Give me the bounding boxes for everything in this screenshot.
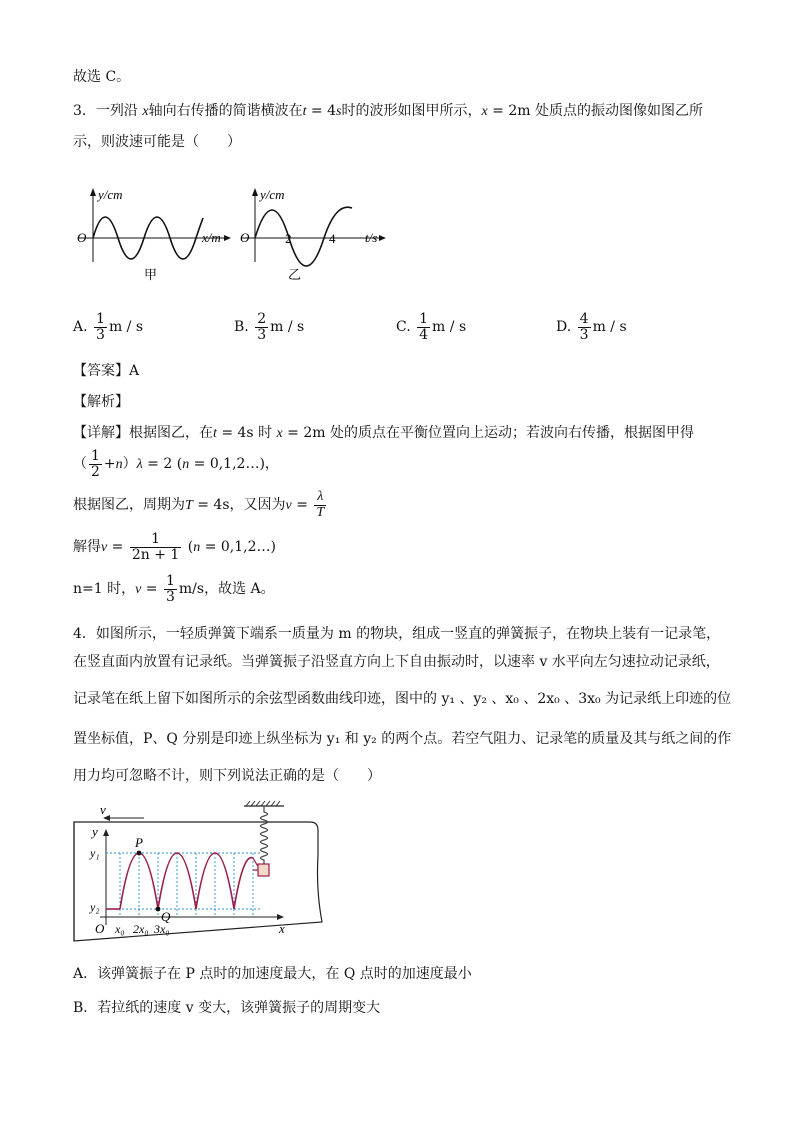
option-letter: C. (396, 319, 411, 336)
final-var: v (135, 582, 142, 598)
solve-text: = 0,1,2…) (200, 539, 276, 556)
option-unit: m / s (432, 319, 467, 336)
q3-text: = 4 (306, 103, 337, 119)
fig-a-ylabel: y/cm (98, 187, 123, 202)
option-fraction: $\frac{4}{3}$ (579, 311, 589, 343)
q3-text: = 2m 处质点的振动图像如图乙所 (487, 103, 703, 119)
fig-b-tick-4: 4 (329, 231, 336, 246)
fig-a-origin: O (77, 230, 87, 245)
eq-var: λ (136, 457, 143, 473)
fig-b-ylabel: y/cm (260, 187, 285, 202)
period-var: T (185, 498, 193, 514)
answer-tag: 【答案】 (73, 363, 129, 379)
fig-b-origin: O (240, 230, 250, 245)
eq-var: n (115, 457, 123, 473)
option-letter: A. (73, 319, 88, 336)
fig-x0-label: x₀ (115, 922, 125, 936)
eq-fraction: $\frac{1}{2}$ (91, 448, 100, 480)
q4-stem-line4: 置坐标值，P、Q 分别是印迹上纵坐标为 y₁ 和 y₂ 的两个点。若空气阻力、记录笔的质量及其与纸之间的作 (73, 731, 732, 747)
detail-text: = 2m 处的质点在平衡位置向上运动；若波向右传播，根据图甲得 (282, 425, 694, 441)
fig-p-label: P (135, 835, 143, 850)
q3-option-d (556, 312, 627, 342)
wave-figure-a (74, 186, 234, 286)
period-text: = (291, 497, 313, 514)
solve-text: ( (183, 539, 194, 556)
solve-text: 解得 (73, 539, 101, 556)
q3-option-b (234, 312, 304, 342)
option-fraction: $\frac{2}{3}$ (257, 311, 267, 343)
fig-2x0-label: 2x₀ (133, 922, 149, 936)
detail-line (73, 422, 694, 442)
q3-text: 轴向右传播的简谐横波在 (148, 103, 303, 119)
eq-var: n (182, 457, 190, 473)
spring-oscillator-figure (72, 800, 367, 945)
eq-text: = 0,1,2…)， (189, 456, 279, 473)
final-line (73, 574, 275, 604)
q3-option-a (73, 312, 143, 342)
q3-stem-line1 (73, 100, 703, 120)
fig-b-xlabel: t/s (365, 230, 378, 245)
period-text: = 4s，又因为 (192, 497, 286, 514)
option-unit: m / s (108, 319, 144, 336)
analysis-tag: 【解析】 (73, 394, 129, 410)
solve-var: v (101, 540, 108, 556)
fig-v-label: v (100, 802, 106, 817)
q3-stem-line2: 示，则波速可能是（ ） (73, 134, 241, 150)
solve-line (73, 532, 276, 562)
final-text: = (141, 581, 162, 598)
period-var: v (285, 498, 292, 514)
q4-stem-line1: 4．如图所示，一轻质弹簧下端系一质量为 m 的物块，组成一竖直的弹簧振子，在物块上装有一记录笔， (73, 626, 721, 642)
q4-option-b: B．若拉纸的速度 v 变大，该弹簧振子的周期变大 (73, 1000, 381, 1016)
q3-text: 3．一列沿 (73, 103, 143, 119)
option-unit: m / s (270, 319, 305, 336)
detail-var-x: x (276, 426, 283, 441)
solve-fraction: $\frac{1}{2n + 1}$ (131, 531, 180, 563)
fig-origin-label: O (95, 921, 105, 936)
equation-1 (73, 449, 279, 479)
eq-text: = 2 ( (142, 456, 183, 473)
fig-b-tick-2: 2 (285, 231, 292, 246)
fig-3x0-label: 3x₀ (154, 922, 170, 936)
prev-conclusion: 故选 C。 (73, 69, 131, 85)
option-letter: D. (556, 319, 572, 336)
fig-q-label: Q (161, 909, 171, 924)
q3-var: t (302, 104, 307, 119)
q3-var: s (336, 104, 342, 119)
q4-stem-line5: 用力均可忽略不计，则下列说法正确的是（ ） (73, 768, 381, 784)
final-text: n=1 时， (73, 581, 136, 598)
period-fraction: $\frac{\lambda}{T}$ (316, 489, 325, 520)
detail-tag: 【详解】 (73, 425, 129, 441)
period-line (73, 490, 328, 520)
q4-option-a: A．该弹簧振子在 P 点时的加速度最大，在 Q 点时的加速度最小 (73, 966, 472, 982)
eq-text: （ (73, 456, 87, 473)
wave-figure-b (238, 186, 388, 286)
detail-var-t: t (213, 426, 217, 441)
q3-text: 时的波形如图甲所示， (341, 103, 482, 119)
fig-b-caption: 乙 (288, 267, 302, 282)
detail-text: = 4s 时 (216, 425, 277, 441)
eq-text: ） (122, 456, 137, 473)
q4-stem-line2: 在竖直面内放置有记录纸。当弹簧振子沿竖直方向上下自由振动时，以速率 v 水平向左匀速拉动记录纸， (73, 654, 720, 670)
q3-var: x (142, 104, 149, 119)
period-text: 根据图乙，周期为 (73, 497, 185, 514)
final-fraction: $\frac{1}{3}$ (165, 573, 175, 605)
option-fraction: $\frac{1}{3}$ (96, 311, 105, 343)
solve-text: = (107, 539, 128, 556)
fig-a-xlabel: x/m (202, 230, 221, 245)
q3-var: x (481, 104, 488, 119)
fig-a-caption: 甲 (144, 267, 158, 282)
answer-line (73, 360, 139, 380)
answer-value: A (129, 363, 140, 379)
detail-text: 根据图乙，在 (129, 425, 213, 441)
option-unit: m / s (592, 319, 627, 336)
option-fraction: $\frac{1}{4}$ (419, 311, 429, 343)
fig-x-label: x (279, 921, 285, 936)
q3-option-c (396, 312, 466, 342)
fig-y1-label: y₁ (90, 846, 100, 860)
eq-text: + (103, 456, 116, 473)
fig-y2-label: y₂ (90, 900, 100, 914)
solve-var: n (193, 540, 201, 556)
final-text: m/s，故选 A。 (178, 581, 275, 598)
q4-stem-line3: 记录笔在纸上留下如图所示的余弦型函数曲线印迹，图中的 y₁ 、y₂ 、x₀ 、2x₀ 、3x₀ 为记录纸上印迹的位 (73, 691, 732, 707)
option-letter: B. (234, 319, 249, 336)
fig-y-label: y (92, 824, 98, 839)
